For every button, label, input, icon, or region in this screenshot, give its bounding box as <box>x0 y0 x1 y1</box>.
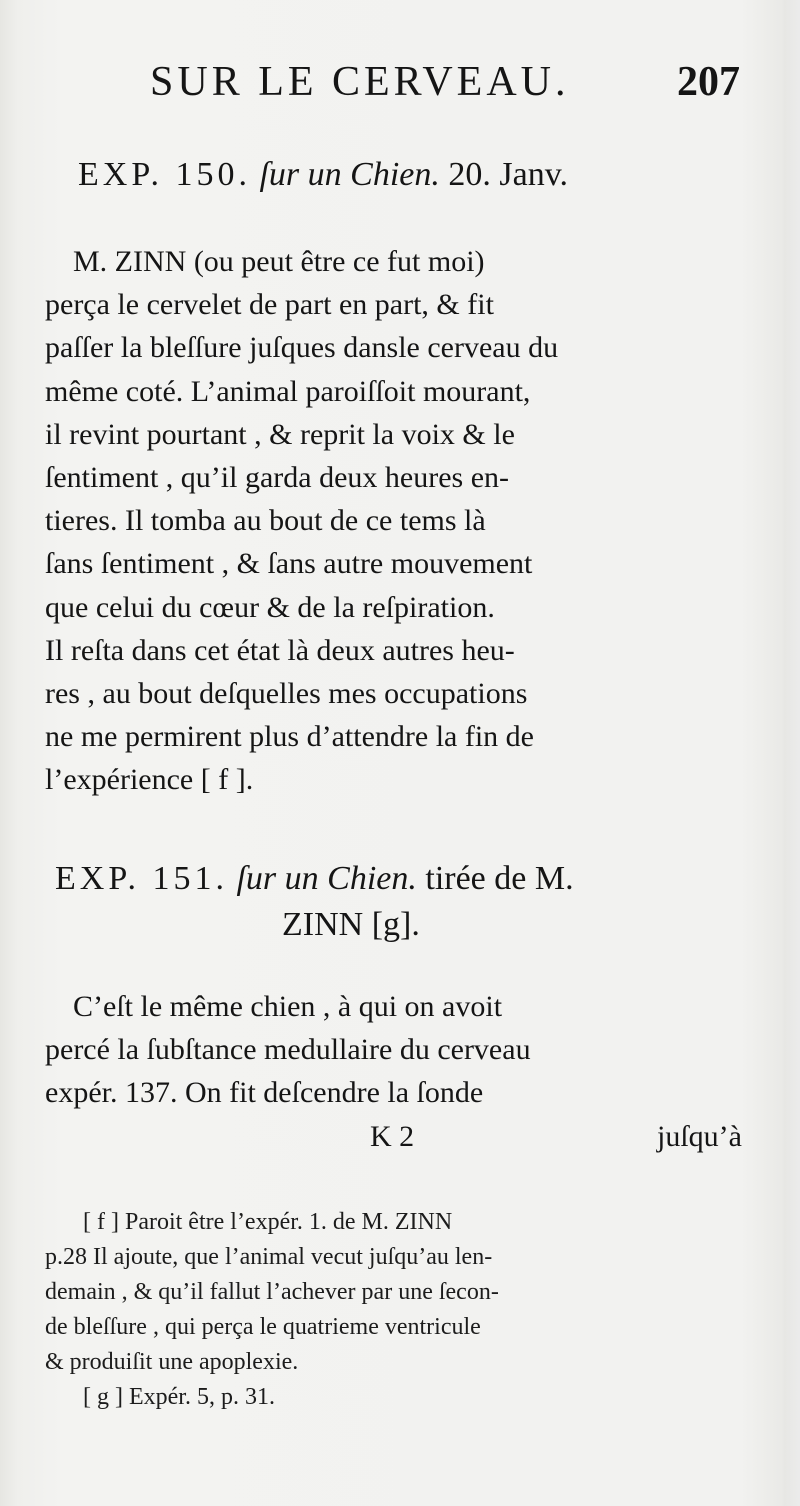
text-line: paſſer la bleſſure juſques dansle cerveau du <box>45 331 559 365</box>
experiment-151-heading-second-line: ZINN [g]. <box>282 906 420 943</box>
text-line: M. ZINN (ou peut être ce fut moi) <box>73 245 485 278</box>
text-line: C’eſt le même chien , à qui on avoit <box>73 990 503 1023</box>
experiment-150-subject: ſur un Chien. <box>259 156 440 193</box>
footnote-line: demain , & qu’il fallut l’achever par une ſecon- <box>45 1279 499 1305</box>
text-line: perça le cervelet de part en part, & fit <box>45 288 494 322</box>
text-line: tieres. Il tomba au bout de ce tems là <box>45 504 486 538</box>
text-line: ſentiment , qu’il garda deux heures en- <box>45 460 510 494</box>
text-line: que celui du cœur & de la reſpiration. <box>45 590 495 624</box>
experiment-150-text <box>45 240 742 801</box>
experiment-150-heading <box>78 156 745 194</box>
signature-row <box>370 1120 742 1164</box>
footnote-line: [ f ] Paroit être l’expér. 1. de M. ZINN <box>83 1209 453 1235</box>
text-line: même coté. L’animal paroiſſoit mourant, <box>45 374 531 408</box>
experiment-151-source: tirée de M. <box>425 860 574 897</box>
experiment-151-heading <box>55 860 745 898</box>
text-line: il revint pourtant , & reprit la voix & le <box>45 417 515 451</box>
page-number: 207 <box>677 59 740 105</box>
experiment-151-label: EXP. 151. <box>55 860 228 897</box>
experiment-151-text <box>45 985 742 1115</box>
running-head <box>150 58 740 108</box>
running-title: SUR LE CERVEAU. <box>150 59 570 105</box>
footnotes <box>45 1205 742 1415</box>
footnote-line: & produiſit une apoplexie. <box>45 1349 299 1375</box>
text-line: expér. 137. On fit deſcendre la ſonde <box>45 1076 484 1110</box>
footnote-line: p.28 Il ajoute, que l’animal vecut juſqu’au len- <box>45 1244 493 1270</box>
experiment-150-date: 20. Janv. <box>448 156 568 193</box>
footnote-line: de bleſſure , qui perça le quatrieme ventricule <box>45 1314 481 1340</box>
text-line: percé la ſubſtance medullaire du cerveau <box>45 1033 531 1067</box>
footnote-g: [ g ] Expér. 5, p. 31. <box>83 1384 275 1410</box>
page-edge-shadow <box>782 0 800 1506</box>
text-line: l’expérience [ f ]. <box>45 763 254 797</box>
text-line: res , au bout deſquelles mes occupations <box>45 676 528 710</box>
text-line: ſans ſentiment , & ſans autre mouvement <box>45 547 533 581</box>
catchword: juſqu’à <box>657 1120 742 1153</box>
signature-mark: K 2 <box>370 1120 415 1153</box>
text-line: ne me permirent plus d’attendre la fin de <box>45 720 534 754</box>
experiment-151-subject: ſur un Chien. <box>236 860 417 897</box>
text-line: Il reſta dans cet état là deux autres heu- <box>45 633 515 667</box>
experiment-150-label: EXP. 150. <box>78 156 251 193</box>
